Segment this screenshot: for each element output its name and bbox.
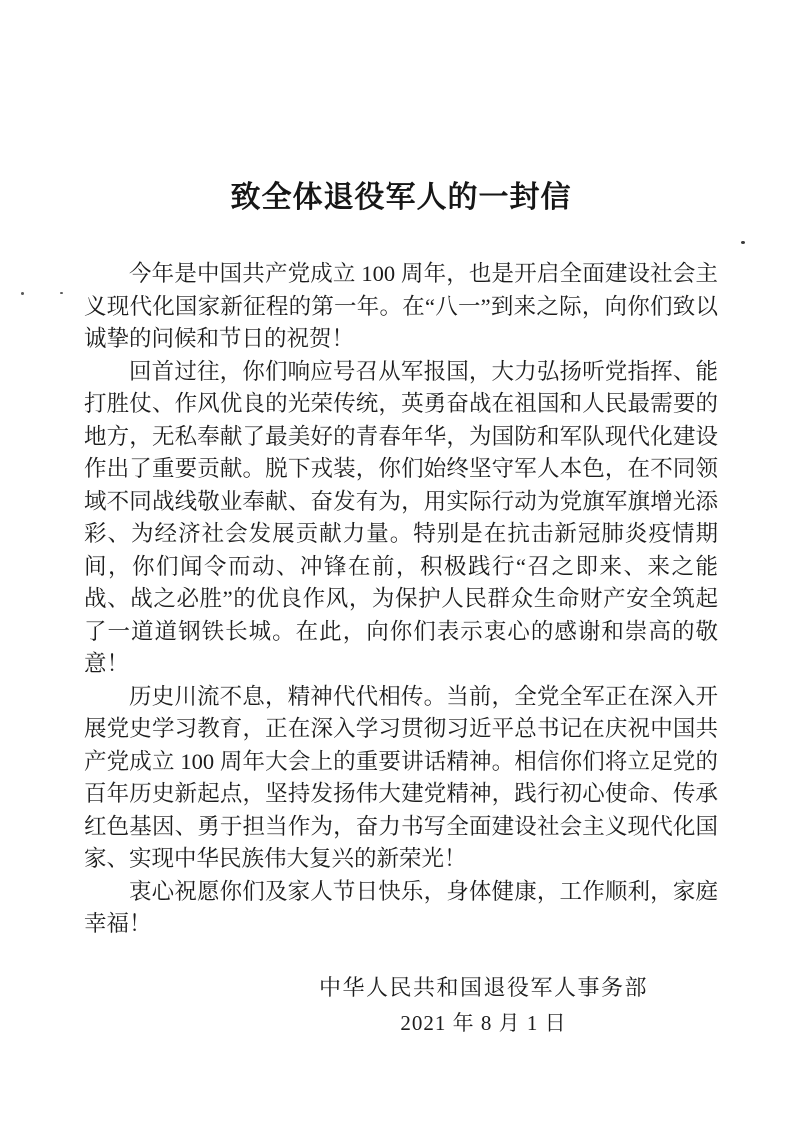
scan-speck: [60, 292, 63, 294]
signature-block: [319, 971, 648, 1041]
scan-speck: [741, 241, 745, 244]
letter-paragraph-tribute: 回首过往，你们响应号召从军报国，大力弘扬听党指挥、能打胜仗、作风优良的光荣传统，英勇奋战在祖国和人民最需要的地方，无私奉献了最美好的青春年华，为国防和军队现代化建设作出了重要贡献。脱下戎装，你们始终坚守军人本色，在不同领域不同战线敬业奉献、奋发有为，用实际行动为党旗军旗增光添彩、为经济社会发展贡献力量。特别是在抗击新冠肺炎疫情期间，你们闻令而动、冲锋在前，积极践行“召之即来、来之能战、战之必胜”的优良作风，为保护人民群众生命财产安全筑起了一道道钢铁长城。在此，向你们表示衷心的感谢和崇高的敬意！: [84, 358, 718, 676]
letter-content: [84, 180, 718, 1041]
letter-paragraph-wishes: 衷心祝愿你们及家人节日快乐，身体健康，工作顺利，家庭幸福！: [84, 878, 718, 936]
letter-title: 致全体退役军人的一封信: [230, 181, 572, 214]
signature-date: 2021 年 8 月 1 日: [400, 1010, 567, 1035]
scan-speck: [21, 292, 24, 295]
letter-paragraph-opening: 今年是中国共产党成立 100 周年，也是开启全面建设社会主义现代化国家新征程的第一年。在“八一”到来之际，向你们致以诚挚的问候和节日的祝贺！: [84, 261, 718, 351]
letter-paragraph-outlook: 历史川流不息，精神代代相传。当前，全党全军正在深入开展党史学习教育，正在深入学习贯彻习近平总书记在庆祝中国共产党成立 100 周年大会上的重要讲话精神。相信你们将立足党的百年历史新起点，坚持发扬伟大建党精神，践行初心使命、传承红色基因、勇于担当作为，奋力书写全面建设社会主义现代化国家、实现中华民族伟大复兴的新荣光！: [84, 683, 718, 871]
signature-organization: 中华人民共和国退役军人事务部: [318, 974, 648, 1000]
